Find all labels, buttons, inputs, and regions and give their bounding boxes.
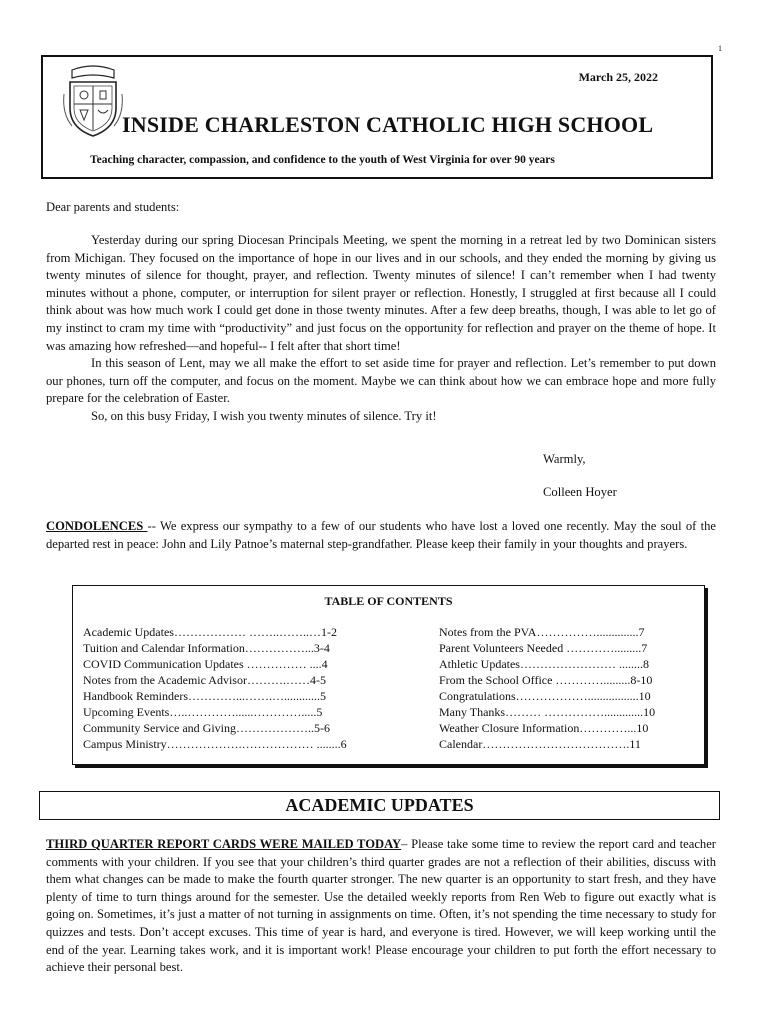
school-tagline: Teaching character, compassion, and confidence to the youth of West Virginia for over 90 years <box>90 154 555 166</box>
newsletter-title: INSIDE CHARLESTON CATHOLIC HIGH SCHOOL <box>122 112 654 137</box>
toc-entry: COVID Communication Updates …………… ....4 <box>83 657 328 671</box>
report-cards-text: – Please take some time to review the report card and teacher comments with your children. If you see that your children’s third quarter grades are not a reflection of their abilities, discuss with them what changes can be made to make the fourth quarter stronger. The new quarter is an opportunity to start fresh, and they have plenty of time to turn things around for the semester. Use the detailed weekly reports from Ren Web to figure out exactly what is going on. Sometimes, it’s just a matter of not turning in assignments on time. Often, it’s not spending the time necessary to study for quizzes and tests. Don’t accept excuses. This time of year is hard, and everyone is tired. However, we will keep working until the end of the year. Learning takes work, and it is important work! Please encourage your children to put forth the effort necessary to achieve their personal best. <box>46 837 716 975</box>
condolences-section <box>46 518 716 553</box>
letter-closing: Warmly, <box>543 452 586 466</box>
academic-updates-banner <box>39 791 720 820</box>
toc-entry: Athletic Updates…………………… ........8 <box>439 657 649 671</box>
table-of-contents <box>72 585 705 765</box>
school-crest-icon <box>60 64 126 138</box>
toc-entry: From the School Office ………….........8-10 <box>439 673 653 687</box>
report-cards-section <box>46 836 716 977</box>
toc-entry: Notes from the Academic Advisor……….……4-5 <box>83 673 326 687</box>
toc-entry: Upcoming Events…..…………......………….....5 <box>83 705 323 719</box>
toc-entry: Notes from the PVA……………..............7 <box>439 625 645 639</box>
letter-paragraph: Yesterday during our spring Diocesan Principals Meeting, we spent the morning in a retreat led by two Dominican sisters from Michigan. They focused on the importance of hope in our lives and in our schools, and they ended the morning by giving us twenty minutes of silence for thought, prayer, and reflection. Twenty minutes of silence! I can’t remember when I had twenty minutes without a phone, computer, or interruption for silent prayer or reflection. Honestly, I struggled at first because all I could think about was how much work I could get done in those twenty minutes. After a few deep breaths, though, I was able to let go of my instinct to cram my time with “productivity” and just focus on the opportunity for reflection and prayer on the theme of hope. It was amazing how refreshed—and hopeful-- I felt after that short time! <box>46 233 716 353</box>
toc-entry: Tuition and Calendar Information……………...3-4 <box>83 641 330 655</box>
toc-entry: Congratulations……………….................10 <box>439 689 651 703</box>
toc-entry: Handbook Reminders…………...…….…............5 <box>83 689 326 703</box>
toc-entry: Many Thanks……… …………….............10 <box>439 705 656 719</box>
letter-paragraph: So, on this busy Friday, I wish you twenty minutes of silence. Try it! <box>91 408 437 423</box>
newsletter-date: March 25, 2022 <box>578 70 658 84</box>
page-number: 1 <box>718 44 722 53</box>
report-cards-heading: THIRD QUARTER REPORT CARDS WERE MAILED TODAY <box>46 837 402 851</box>
toc-entry: Academic Updates……………… ……..……..…1-2 <box>83 625 337 639</box>
section-title: ACADEMIC UPDATES <box>285 795 474 815</box>
toc-entry: Calendar……………………………….11 <box>439 737 641 751</box>
toc-title: TABLE OF CONTENTS <box>324 594 453 608</box>
condolences-heading: CONDOLENCES <box>46 519 148 533</box>
toc-entry: Parent Volunteers Needed ………….........7 <box>439 641 648 655</box>
letter-signature: Colleen Hoyer <box>543 485 617 499</box>
letter-greeting: Dear parents and students: <box>46 200 180 214</box>
toc-right-column <box>439 624 655 752</box>
toc-left-column <box>83 624 347 752</box>
toc-entry: Community Service and Giving………………..5-6 <box>83 721 330 735</box>
letter-paragraph: In this season of Lent, may we all make the effort to set aside time for prayer and reflection. Let’s remember to put down our phones, turn off the computer, and focus on the moment. Maybe we can think about how we can embrace hope and more fully prepare for the celebration of Easter. <box>46 356 716 406</box>
principal-letter <box>46 232 716 426</box>
toc-entry: Weather Closure Information…………...10 <box>439 721 649 735</box>
toc-entry: Campus Ministry……………….……………… ........6 <box>83 737 347 751</box>
condolences-text: -- We express our sympathy to a few of our students who have lost a loved one recently. May the soul of the departed rest in peace: John and Lily Patnoe’s maternal step-grandfather. Please keep their family in your thoughts and prayers. <box>46 519 716 551</box>
